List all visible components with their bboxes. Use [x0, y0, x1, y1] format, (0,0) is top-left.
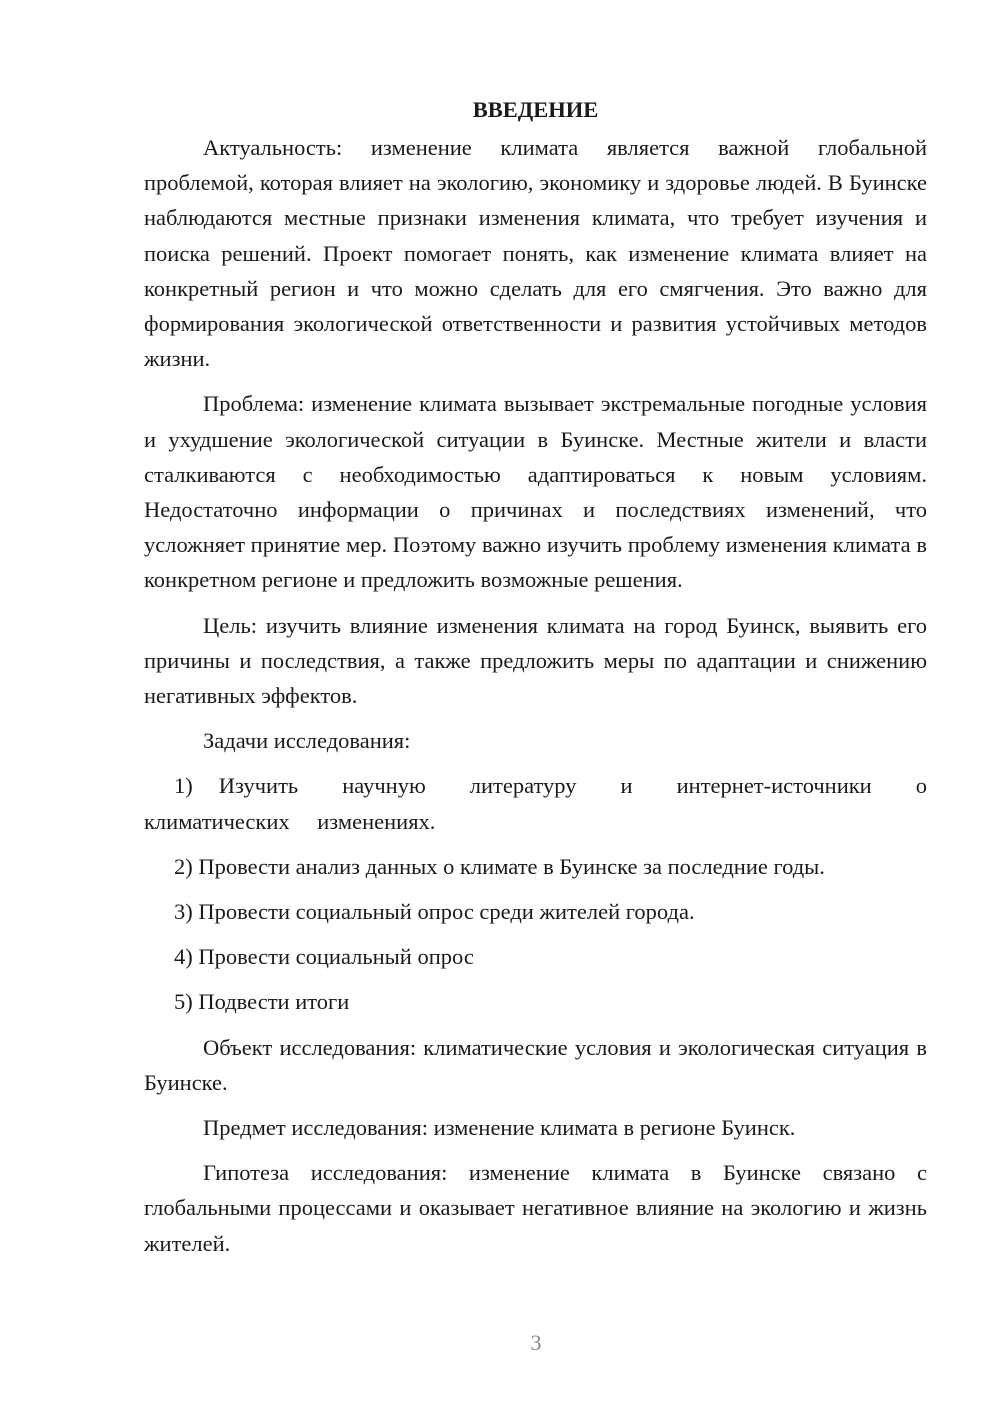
task-text: Провести социальный опрос среди жителей города.: [198, 899, 695, 925]
task-item-1: [144, 768, 927, 838]
task-text: Изучить научную литературу и интернет-источники о климатических изменениях.: [144, 773, 928, 834]
relevance-paragraph: Актуальность: изменение климата является важной глобальной проблемой, которая влияет на экологию, экономику и здоровье людей. В Буинске наблюдаются местные признаки изменения климата, что требует изучения и поиска решений. Проект помогает понять, как изменение климата влияет на конкретный регион и что можно сделать для его смягчения. Это важно для формирования экологической ответственности и развития устойчивых методов жизни.: [144, 135, 927, 372]
task-number: 2): [174, 853, 193, 879]
task-number: 3): [174, 899, 193, 925]
task-item-4: [144, 939, 927, 974]
task-item-2: [144, 849, 927, 884]
task-number: 1): [174, 773, 193, 799]
tasks-list: [144, 768, 927, 1019]
subject-paragraph: Предмет исследования: изменение климата в регионе Буинск.: [203, 1115, 796, 1141]
page-number: 3: [530, 1330, 542, 1355]
task-number: 4): [174, 944, 193, 970]
task-item-5: [144, 984, 927, 1019]
task-text: Провести социальный опрос: [198, 944, 474, 970]
problem-paragraph: Проблема: изменение климата вызывает экстремальные погодные условия и ухудшение экологической ситуации в Буинске. Местные жители и власти сталкиваются с необходимостью адаптироваться к новым условиям. Недостаточно информации о причинах и последствиях изменений, что усложняет принятие мер. Поэтому важно изучить проблему изменения климата в конкретном регионе и предложить возможные решения.: [144, 391, 927, 593]
document-page: [144, 92, 927, 1271]
goal-paragraph: Цель: изучить влияние изменения климата на город Буинск, выявить его причины и последствия, а также предложить меры по адаптации и снижению негативных эффектов.: [144, 612, 927, 709]
object-paragraph: Объект исследования: климатические условия и экологическая ситуация в Буинске.: [144, 1034, 927, 1095]
task-number: 5): [174, 989, 193, 1015]
task-text: Подвести итоги: [198, 989, 350, 1015]
page-title: ВВЕДЕНИЕ: [472, 97, 599, 122]
hypothesis-paragraph: Гипотеза исследования: изменение климата в Буинске связано с глобальными процессами и оказывает негативное влияние на экологию и жизнь жителей.: [144, 1160, 927, 1256]
task-item-3: [144, 894, 927, 929]
task-text: Провести анализ данных о климате в Буинске за последние годы.: [198, 853, 825, 879]
tasks-heading: Задачи исследования:: [203, 728, 411, 754]
